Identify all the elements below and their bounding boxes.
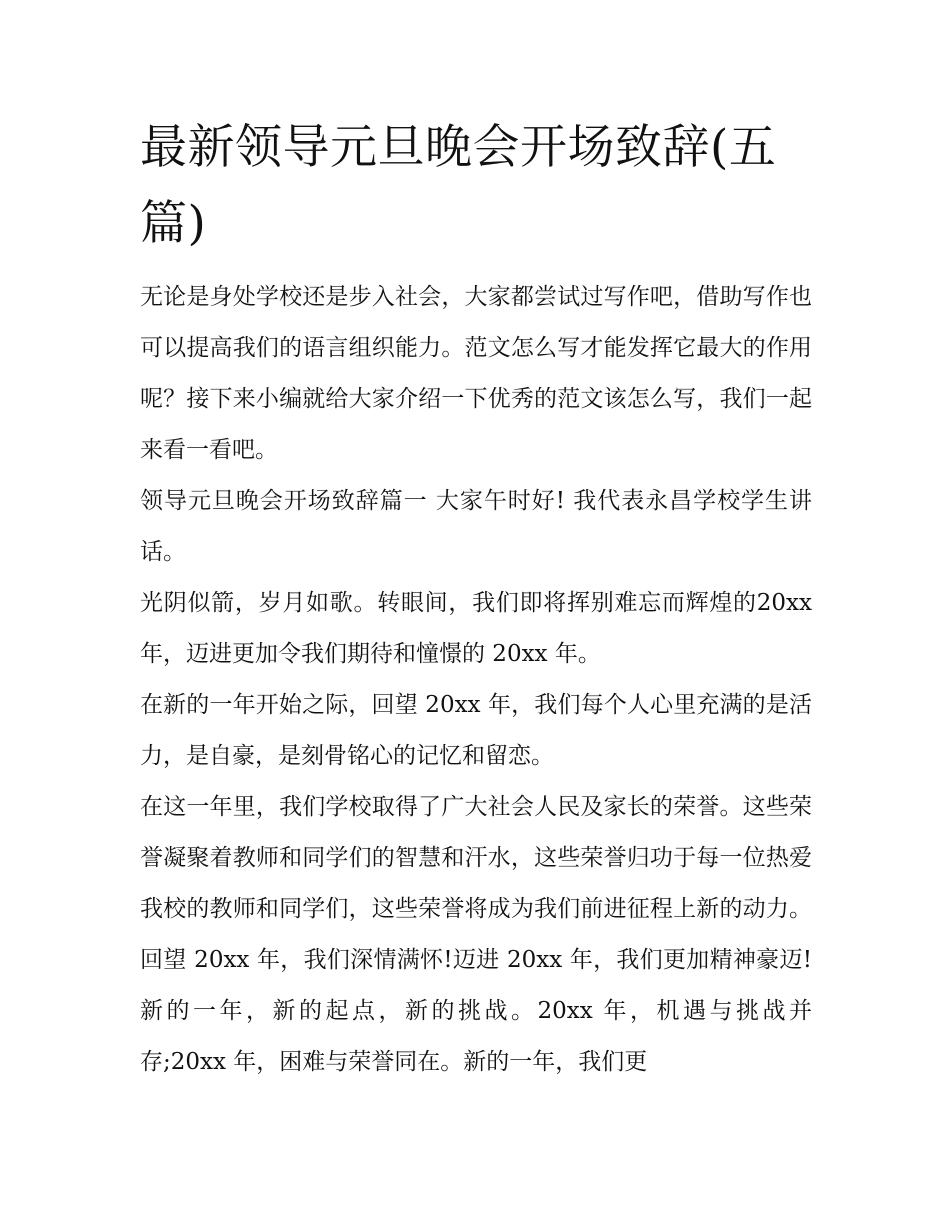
document-title: 最新领导元旦晚会开场致辞(五篇)	[140, 120, 777, 251]
paragraph-intro: 无论是身处学校还是步入社会，大家都尝试过写作吧，借助写作也可以提高我们的语言组织能力。范文怎么写才能发挥它最大的作用呢？接下来小编就给大家介绍一下优秀的范文该怎么写，我们一起来看一看吧。	[140, 284, 812, 463]
paragraph-achievements: 在这一年里，我们学校取得了广大社会人民及家长的荣誉。这些荣誉凝聚着教师和同学们的智慧和汗水，这些荣誉归功于每一位热爱我校的教师和同学们，这些荣誉将成为我们前进征程上新的动力。回望 20xx 年，我们深情满怀!迈进 20xx 年，我们更加精神豪迈!新的一年，新的起点，新的挑战。20xx 年，机遇与挑战并存;20xx 年，困难与荣誉同在。新的一年，我们更	[140, 794, 812, 1075]
paragraph-time-passing: 光阴似箭，岁月如歌。转眼间，我们即将挥别难忘而辉煌的20xx 年，迈进更加令我们期待和憧憬的 20xx 年。	[140, 590, 812, 667]
paragraph-looking-back: 在新的一年开始之际，回望 20xx 年，我们每个人心里充满的是活力，是自豪，是刻骨铭心的记忆和留恋。	[140, 692, 812, 769]
document-page	[140, 110, 812, 1088]
paragraph-opening: 领导元旦晚会开场致辞篇一 大家午时好! 我代表永昌学校学生讲话。	[140, 488, 812, 565]
